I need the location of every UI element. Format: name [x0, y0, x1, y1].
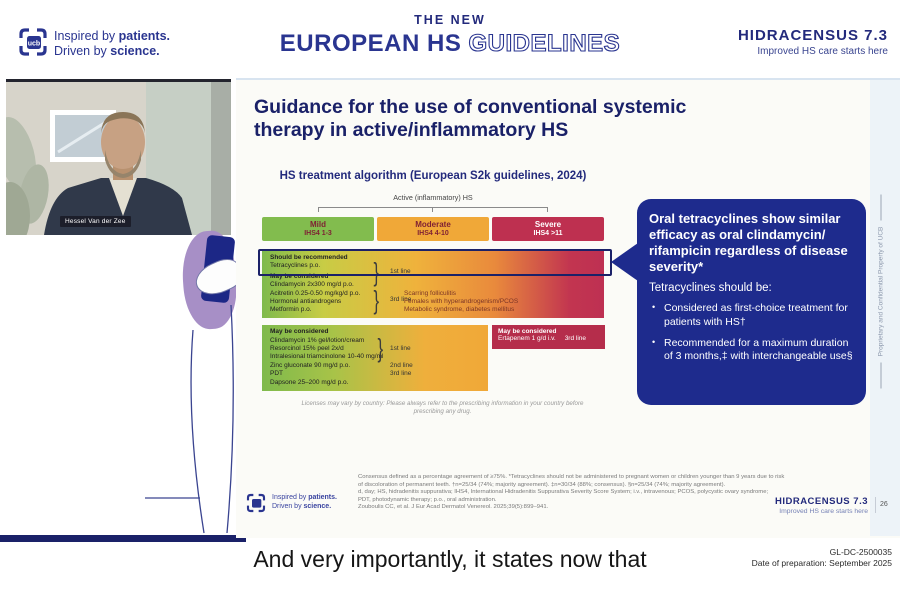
page-number-divider [875, 497, 876, 513]
webcam-video[interactable] [6, 79, 231, 235]
event-title-main: EUROPEAN HS GUIDELINES [279, 30, 621, 57]
tagline-line1: Inspired by patients. [272, 494, 337, 501]
callout-bullet-1: • Considered as first-choice treatment for patients with HS† [649, 302, 854, 328]
third-line-label: 3rd line [390, 296, 412, 303]
slide-footer-brand-tagline: Improved HS care starts here [779, 508, 868, 515]
considered-label: May be considered [498, 328, 557, 335]
drug-zinc: Zinc gluconate 90 mg/d p.o. [270, 362, 351, 369]
slide-right-margin [870, 80, 900, 536]
page-number: 26 [880, 501, 888, 508]
bracket-tick [432, 207, 433, 212]
severity-score: IHS4 >11 [533, 229, 563, 237]
considered-label: May be considered [270, 328, 329, 335]
note-scarring: Scarring folliculitis [404, 290, 457, 297]
recommended-label: Should be recommended [270, 254, 348, 261]
slide-footer-tagline [272, 494, 337, 511]
tagline-line1: Inspired by patients. [54, 29, 171, 43]
slide-footer-brand [740, 496, 868, 515]
program-brand-tagline: Improved HS care starts here [757, 46, 888, 57]
first-line-label: 1st line [390, 268, 411, 275]
severity-name: Severe [534, 219, 562, 229]
severity-name: Mild [310, 219, 326, 229]
severity-score: IHS4 4-10 [417, 229, 449, 237]
slide-title: Guidance for the use of conventional systemic therapy in active/inflammatory HS [254, 96, 687, 142]
svg-text:ucb: ucb [27, 40, 41, 48]
footnote-line: PDT, photodynamic therapy; p.o., oral administration. [358, 496, 497, 503]
note-metabolic: Metabolic syndrome, diabetes mellitus [404, 306, 515, 313]
drug-clindamycin-topical: Clindamycin 1% gel/lotion/cream [270, 337, 365, 344]
severity-score: IHS4 1-3 [304, 229, 332, 237]
topical-therapy-band [262, 325, 488, 391]
drug-resorcinol: Resorcinol 15% peel 2x/d [270, 345, 344, 352]
speaker-scene [6, 82, 231, 235]
ucb-logo-icon [246, 493, 266, 513]
drug-ertapenem-row: Ertapenem 1 g/d i.v. 3rd line [498, 335, 587, 342]
algorithm-heading: HS treatment algorithm (European S2k guidelines, 2024) [279, 170, 587, 182]
footnote-line: d, day; HS, hidradenitis suppurativa; IHS4, International Hidradenitis Suppurativa Severity Score System; i.v., intravenous; PCOS, polycystic ovary syndrome; [358, 489, 769, 496]
first-line-brace: } [373, 257, 380, 287]
left-panel-bottom-band [0, 535, 246, 542]
callout-arrow-icon [611, 243, 638, 281]
callout-bullet-2: • Recommended for a maximum duration of 3 months,‡ with interchangeable use§ [649, 337, 854, 363]
confidentiality-side-label: Proprietary and Confidential Property of UCB [878, 172, 885, 412]
severity-bracket-label: Active (inflammatory) HS [393, 193, 473, 202]
event-title-kicker: THE NEW [414, 13, 486, 27]
note-pcos: Females with hyperandrogenism/PCOS [404, 298, 519, 305]
ertapenem-band [492, 325, 605, 349]
header-tagline [54, 29, 170, 59]
severity-bracket-line [318, 207, 548, 208]
callout-subheading: Tetracyclines should be: [649, 282, 772, 295]
drug-triamcinolone: Intralesional triamcinolone 10-40 mg/ml [270, 353, 384, 360]
considered-label: May be considered [270, 273, 329, 280]
severity-box-severe [492, 217, 604, 241]
drug-dapsone: Dapsone 25–200 mg/d p.o. [270, 379, 349, 386]
third-line-brace: } [373, 285, 380, 315]
tetracyclines-callout [637, 199, 866, 405]
drug-metformin: Metformin p.o. [270, 306, 312, 313]
slide-footnotes [358, 474, 790, 512]
severity-box-moderate [377, 217, 489, 241]
header-bar [0, 0, 900, 78]
bracket-tick [318, 207, 319, 212]
illustration-line-art [0, 230, 240, 536]
first-line-label: 1st line [390, 345, 411, 352]
severity-box-mild [262, 217, 374, 241]
ucb-logo-icon [18, 27, 48, 57]
program-brand [738, 27, 888, 57]
event-title [230, 13, 670, 58]
license-note: Licenses may vary by country: Please always refer to the prescribing information in your country before prescribing any drug. [301, 400, 584, 415]
footnote-line: Zouboulis CC, et al. J Eur Acad Dermatol Venereol. 2025;39(5):899–941. [358, 504, 549, 511]
slide-footer-brand-name: HIDRACENSUS 7.3 [774, 496, 868, 507]
tagline-line2: Driven by science. [54, 44, 160, 58]
footnote-line: Consensus defined as a percentage agreement of ≥75%. *Tetracyclines should not be administered to pregnant women or children younger than 9 years due to risk [358, 474, 785, 480]
second-line-label: 2nd line [390, 362, 413, 369]
footnote-line: of discoloration of permanent teeth. †n=25/34 (74%; majority agreement). ‡n=30/34 (88%; consensus). §n=25/34 (74%; majority agreement). [358, 481, 726, 488]
drug-pdt: PDT [270, 370, 283, 377]
tagline-line2: Driven by science. [272, 502, 332, 510]
callout-heading: Oral tetracyclines show similar efficacy as oral clindamycin/ rifampicin regardless of disease severity* [649, 211, 848, 274]
preparation-date: Date of preparation: September 2025 [751, 558, 892, 568]
document-code: GL-DC-2500035 [829, 547, 892, 557]
live-caption: And very importantly, it states now that [253, 546, 647, 572]
document-code-block [752, 547, 892, 569]
drug-tetracyclines: Tetracyclines p.o. [270, 262, 321, 269]
drug-acitretin: Acitretin 0.25-0.50 mg/kg/d p.o. [270, 290, 361, 297]
drug-clindamycin-oral: Clindamycin 2x300 mg/d p.o. [270, 281, 354, 288]
speaker-name-badge: Hessel Van der Zee [60, 216, 131, 227]
bracket-tick [547, 207, 548, 212]
drug-antiandrogens: Hormonal antiandrogens [270, 298, 342, 305]
tetracyclines-highlight-box [258, 249, 612, 276]
program-brand-name: HIDRACENSUS 7.3 [737, 27, 888, 44]
first-line-brace: } [377, 333, 384, 363]
third-line-label: 3rd line [390, 370, 412, 377]
severity-name: Moderate [415, 219, 451, 229]
